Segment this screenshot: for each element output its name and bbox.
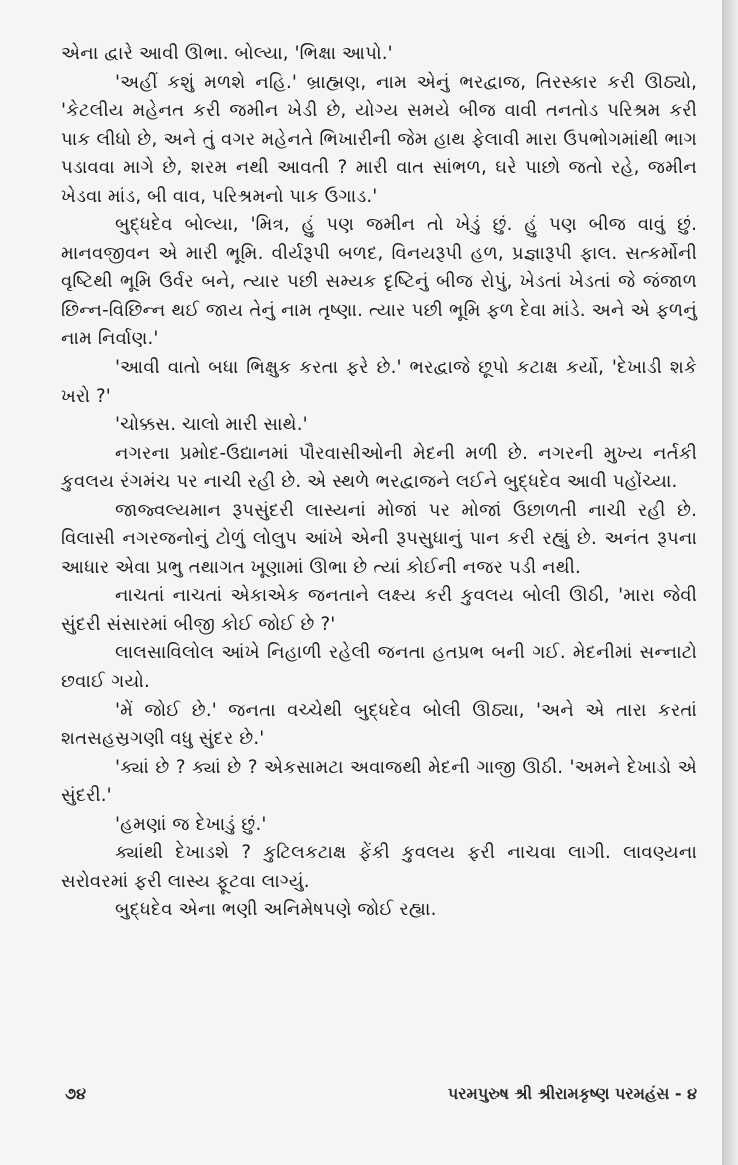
paragraph: બુદ્ધદેવ બોલ્યા, 'મિત્ર, હું પણ જમીન તો ખેડું છું. હું પણ બીજ વાવું છું. માનવજીવન એ મારી ભૂમિ. વીર્યરૂપી બળદ, વિનયરૂપી હળ, પ્રજ્ઞારૂપી ફાલ. સત્કર્મોની વૃષ્ટિથી ભૂમિ ઉર્વર બને, ત્યાર પછી સમ્યક દૃષ્ટિનું બીજ રોપું, ખેડતાં ખેડતાં જે જંજાળ છિન્ન-વિછિન્ન થઈ જાય તેનું નામ તૃષ્ણા. ત્યાર પછી ભૂમિ ફળ દેવા માંડે. અને એ ફળનું નામ નિર્વાણ.' (61, 214, 697, 350)
paragraph: એના દ્વારે આવી ઊભા. બોલ્યા, 'ભિક્ષા આપો.' (61, 43, 393, 64)
paragraph: બુદ્ધદેવ એના ભણી અનિમેષપણે જોઈ રહ્યા. (115, 899, 437, 921)
page-body (61, 40, 697, 925)
paragraph: નગરના પ્રમોદ-ઉદ્યાનમાં પૌરવાસીઓની મેદની મળી છે. નગરની મુખ્ય નર્તકી કુવલય રંગમંચ પર નાચી રહી છે. એ સ્થળે ભરદ્વાજને લઈને બુદ્ધદેવ આવી પહોંચ્યા. (61, 442, 697, 493)
paragraph: 'મેં જોઈ છે.' જનતા વચ્ચેથી બુદ્ધદેવ બોલી ઊઠ્યા, 'અને એ તારા કરતાં શતસહસ્રગણી વધુ સુંદર છે.' (61, 699, 697, 750)
paragraph: 'આવી વાતો બધા ભિક્ષુક કરતા ફરે છે.' ભરદ્વાજે છૂપો કટાક્ષ કર્યો, 'દેખાડી શકે ખરો ?' (61, 357, 697, 407)
paragraph: 'અહીં કશું મળશે નહિ.' બ્રાહ્મણ, નામ એનું ભરદ્વાજ, તિરસ્કાર કરી ઊઠ્યો, 'કેટલીય મહેનત કરી જમીન ખેડી છે, યોગ્ય સમયે બીજ વાવી તનતોડ પરિશ્રમ કરી પાક લીધો છે, અને તું વગર મહેનતે ભિખારીની જેમ હાથ ફેલાવી મારા ઉપભોગમાંથી ભાગ પડાવવા માગે છે, શરમ નથી આવતી ? મારી વાત સાંભળ, ઘરે પાછો જતો રહે, જમીન ખેડવા માંડ, બી વાવ, પરિશ્રમનો પાક ઉગાડ.' (61, 71, 697, 207)
paragraph: લાલસાવિલોલ આંખે નિહાળી રહેલી જનતા હતપ્રભ બની ગઈ. મેદનીમાં સન્નાટો છવાઈ ગયો. (61, 642, 697, 693)
page-edge-shadow (722, 0, 738, 1165)
paragraph: 'ચોક્કસ. ચાલો મારી સાથે.' (115, 414, 308, 436)
paragraph: નાચતાં નાચતાં એકાએક જનતાને લક્ષ્ય કરી કુવલય બોલી ઊઠી, 'મારા જેવી સુંદરી સંસારમાં બીજી કોઈ જોઈ છે ?' (61, 585, 697, 635)
paragraph: જાજ્વલ્યમાન રૂપસુંદરી લાસ્યનાં મોજાં પર મોજાં ઉછાળતી નાચી રહી છે. વિલાસી નગરજનોનું ટોળું લોલુપ આંખે એની રૂપસુધાનું પાન કરી રહ્યું છે. અનંત રૂપના આધાર એવા પ્રભુ તથાગત ખૂણામાં ઊભા છે ત્યાં કોઈની નજર પડી નથી. (61, 499, 697, 578)
page-number: ૭૪ (65, 1084, 87, 1103)
paragraph: 'હમણાં જ દેખાડું છું.' (115, 813, 267, 835)
running-title: પરમપુરુષ શ્રી શ્રીરામકૃષ્ણ પરમહંસ - ૪ (447, 1084, 697, 1103)
paragraph: 'ક્યાં છે ? ક્યાં છે ? એકસામટા અવાજથી મેદની ગાજી ઊઠી. 'અમને દેખાડો એ સુંદરી.' (61, 756, 697, 807)
paragraph: ક્યાંથી દેખાડશે ? કુટિલકટાક્ષ ફેંકી કુવલય ફરી નાચવા લાગી. લાવણ્યના સરોવરમાં ફરી લાસ્ય ફૂટવા લાગ્યું. (61, 842, 697, 892)
